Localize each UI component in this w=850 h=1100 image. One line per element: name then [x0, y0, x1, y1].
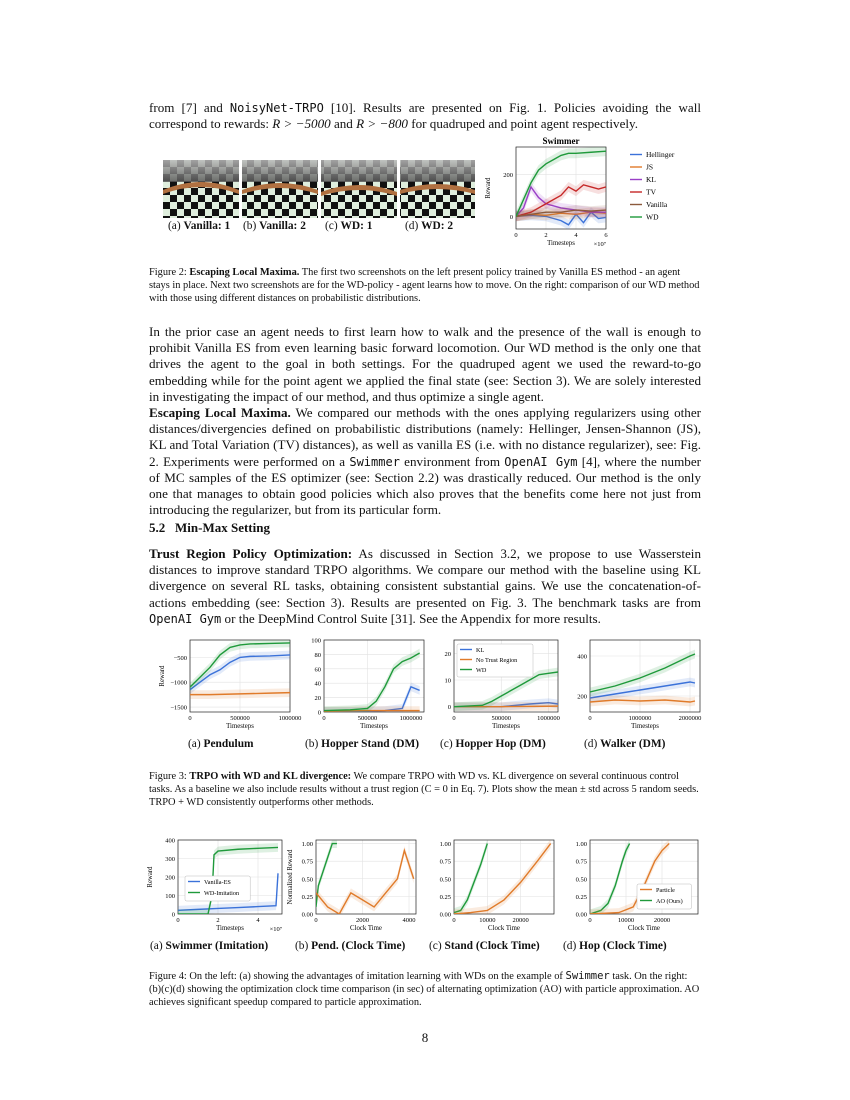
subfig-label-b: (b) Vanilla: 2: [243, 220, 306, 232]
y-tick-label: 400: [577, 653, 587, 661]
legend-label: WD: [646, 212, 659, 222]
walker-chart: [566, 636, 706, 736]
x-tick-label: 0: [588, 917, 592, 924]
legend-label: Vanilla-ES: [204, 879, 231, 886]
page-number: 8: [421, 1030, 429, 1045]
x-tick-label: 2: [544, 232, 548, 239]
y-tick-label: 0: [171, 911, 175, 919]
y-axis-label: Normalized Reward: [287, 849, 294, 905]
x-axis-label: Timesteps: [226, 723, 254, 730]
figure3-caption: Figure 3: TRPO with WD and KL divergence: We compare TRPO with WD vs. KL divergence on several continuous control tasks. As a baseline we also include results without a trust region (C = 0 in Eq. 7). Plots show the mean ± std across 5 random seeds. TRPO + WD consistently outperforms other methods.: [149, 771, 699, 808]
y-tick-label: −1500: [170, 704, 187, 712]
pend-clock-chart: [286, 836, 424, 936]
y-tick-label: 60: [314, 666, 321, 674]
swimmer-chart: [480, 135, 710, 250]
legend-label: KL: [646, 175, 656, 184]
figure4-caption: Figure 4: On the left: (a) showing the advantages of imitation learning with WDs on the example of Swimmer task. On the right: (b)(c)(d) showing the optimization clock time comparison (in sec) of alternating optimization (AO) with particle approximation. AO achieves significant speedup compared to particle approximation.: [149, 970, 700, 1008]
y-axis-label: Reward: [485, 177, 492, 199]
y-tick-label: 1.00: [575, 841, 587, 849]
x-axis-label: Clock Time: [628, 925, 660, 932]
fig4-label-c: (c) Stand (Clock Time): [429, 940, 540, 952]
y-axis-label: Reward: [159, 665, 166, 687]
hopper-hop-chart: [434, 636, 562, 736]
paragraph-escaping-local-maxima: Escaping Local Maxima. We compared our methods with the ones applying regularizers using other distances/divergencies defined on probabilistic distributions (namely: Hellinger, Jensen-Shannon (JS), KL and Total Variation (TV) distances), as well as vanilla ES (i.e. with no distance regularizer), see: Fig. 2. Experiments were performed on a Swimmer environment from OpenAI Gym [4], where the number of MC samples of the ES optimizer (see: Section 2.2) was drastically reduced. Our method is the only one that manages to obtain good policies which also proves that the benefits come here not just from introducing the regularizer, but from its particular form.: [149, 405, 702, 518]
x-tick-label: 0: [452, 715, 456, 722]
y-tick-label: 400: [165, 837, 175, 845]
y-tick-label: 10: [444, 677, 451, 685]
figure2-caption: Figure 2: Escaping Local Maxima. The first two screenshots on the left present policy trained by Vanilla ES method - an agent stays in place. Next two screenshots are for the WD-policy - agent learns how to move. On the right: comparison of our WD method with those using different distances on probabilistic distributions.: [149, 267, 700, 304]
y-tick-label: 0.00: [301, 911, 313, 919]
y-tick-label: 0.50: [301, 876, 313, 884]
x-tick-label: 500000: [357, 715, 378, 722]
chart-title: Swimmer: [542, 136, 580, 146]
hopper-stand-chart: [300, 636, 428, 736]
x-tick-label: 0: [514, 232, 518, 239]
y-tick-label: 1.00: [439, 841, 451, 849]
legend-label: Hellinger: [646, 150, 675, 159]
screenshot-vanilla-2: [242, 160, 318, 218]
fig4-label-a: (a) Swimmer (Imitation): [150, 940, 269, 952]
y-tick-label: 0.75: [575, 858, 587, 866]
y-tick-label: 1.00: [301, 841, 313, 849]
legend-label: WD-Imitation: [204, 890, 240, 897]
y-tick-label: 0: [317, 709, 321, 717]
y-tick-label: 0: [509, 213, 513, 221]
fig3-label-c: (c) Hopper Hop (DM): [440, 738, 546, 750]
x-tick-label: 4: [256, 917, 260, 924]
screenshot-wd-2: [400, 160, 475, 218]
fig3-label-d: (d) Walker (DM): [584, 738, 666, 750]
series-band: [454, 839, 487, 917]
x-tick-label: 1000000: [399, 715, 423, 722]
x-tick-label: 1000000: [537, 715, 560, 722]
y-tick-label: 0.50: [575, 876, 587, 884]
x-tick-label: 4: [574, 232, 578, 239]
y-tick-label: 200: [165, 874, 175, 882]
y-tick-label: 300: [165, 856, 175, 863]
x-tick-label: 10000: [617, 917, 635, 924]
x-tick-label: 10000: [479, 917, 496, 924]
pendulum-chart: [150, 636, 302, 736]
legend-label: JS: [646, 162, 654, 172]
x-tick-label: 0: [322, 715, 326, 722]
stand-clock-chart: [424, 836, 560, 936]
x-tick-label: 500000: [230, 715, 250, 722]
x-tick-label: 0: [588, 715, 592, 722]
y-tick-label: 200: [503, 171, 513, 179]
x-tick-label: 0: [176, 917, 180, 924]
y-tick-label: 0.50: [439, 876, 451, 884]
y-tick-label: 0.00: [439, 911, 451, 919]
legend-label: No Trust Region: [476, 657, 518, 664]
fig3-label-a: (a) Pendulum: [188, 738, 254, 750]
x-tick-label: 2: [216, 917, 220, 924]
y-tick-label: −500: [173, 654, 187, 662]
y-axis-label: Reward: [147, 866, 154, 888]
x-tick-label: 4000: [402, 917, 416, 924]
x-axis-label: Timesteps: [360, 723, 388, 730]
y-tick-label: 0.25: [301, 893, 313, 901]
legend-label: AO (Ours): [656, 898, 683, 905]
y-tick-label: 0.75: [439, 858, 451, 866]
screenshot-wd-1: [321, 160, 397, 218]
screenshot-strip: [163, 160, 475, 218]
x-axis-multiplier: ×10⁷: [269, 926, 282, 933]
section-heading: 5.2 Min-Max Setting: [149, 520, 270, 535]
paragraph-trpo: Trust Region Policy Optimization: As discussed in Section 3.2, we propose to use Wasserstein distances to improve standard TRPO algorithms. We compare our method with the baseline using KL divergence on several RL tasks, obtaining consistent substantial gains. We use the concatenation-of-actions embedding (see: Section 3). Results are presented on Fig. 3. The benchmark tasks are from OpenAI Gym or the DeepMind Control Suite [31]. See the Appendix for more results.: [149, 546, 701, 626]
y-tick-label: 0.75: [301, 858, 313, 866]
x-tick-label: 6: [604, 232, 608, 239]
x-tick-label: 1000000: [628, 715, 652, 722]
x-axis-label: Clock Time: [488, 925, 520, 932]
y-tick-label: 20: [314, 695, 321, 703]
x-tick-label: 0: [452, 917, 456, 924]
x-tick-label: 0: [314, 917, 318, 924]
x-axis-label: Timesteps: [547, 240, 575, 247]
y-tick-label: 0: [447, 704, 451, 712]
legend-label: Particle: [656, 887, 675, 894]
swimmer-imitation-chart: [148, 836, 288, 936]
legend-label: KL: [476, 647, 485, 654]
x-tick-label: 1000000: [278, 715, 302, 722]
y-tick-label: 200: [577, 693, 587, 701]
x-axis-label: Timesteps: [216, 925, 244, 932]
x-tick-label: 20000: [512, 917, 529, 924]
x-tick-label: 2000000: [678, 715, 702, 722]
y-tick-label: 0.25: [575, 893, 587, 901]
y-tick-label: −1000: [170, 679, 187, 687]
subfig-label-d: (d) WD: 2: [405, 220, 454, 232]
y-tick-label: 20: [444, 650, 451, 658]
fig4-label-d: (d) Hop (Clock Time): [563, 940, 667, 952]
x-tick-label: 500000: [491, 715, 512, 722]
y-tick-label: 0.25: [439, 893, 451, 901]
x-tick-label: 0: [188, 715, 192, 722]
y-tick-label: 100: [311, 637, 321, 645]
subfig-label-c: (c) WD: 1: [325, 220, 373, 232]
x-axis-multiplier: ×10⁷: [593, 241, 606, 248]
fig3-label-b: (b) Hopper Stand (DM): [305, 738, 420, 750]
x-tick-label: 20000: [653, 917, 671, 924]
screenshot-vanilla-1: [163, 160, 239, 218]
y-tick-label: 0.00: [575, 911, 587, 919]
legend-label: TV: [646, 187, 656, 197]
x-axis-label: Timesteps: [492, 723, 520, 730]
subfig-label-a: (a) Vanilla: 1: [168, 220, 231, 232]
series-line-ao-ours-: [454, 844, 487, 913]
y-tick-label: 40: [314, 680, 321, 688]
y-tick-label: 100: [165, 893, 175, 900]
intro-paragraph: from [7] and NoisyNet-TRPO [10]. Results are presented on Fig. 1. Policies avoiding the wall correspond to rewards: R > −5000 and R > −800 for quadruped and point agent respectively.: [149, 100, 701, 132]
x-axis-label: Timesteps: [631, 723, 659, 730]
paragraph-prior-case: In the prior case an agent needs to first learn how to walk and the presence of the wall is enough to prohibit Vanilla ES from even learning basic forward locomotion. Our WD method is the only one that drives the agent to the goal in both settings. For the quadruped agent we used the reward-to-go embedding while for the point agent we applied the final state (see: Section 3). We are solely interested in investigating the impact of our method, and thus optimize a single agent.: [149, 324, 701, 404]
fig4-label-b: (b) Pend. (Clock Time): [295, 940, 406, 952]
hop-clock-chart: [560, 836, 704, 936]
x-axis-label: Clock Time: [350, 925, 382, 932]
y-tick-label: 80: [314, 651, 321, 659]
legend-label: Vanilla: [646, 200, 668, 209]
x-tick-label: 2000: [356, 917, 370, 924]
legend-label: WD: [476, 667, 487, 674]
series-band: [316, 846, 414, 918]
